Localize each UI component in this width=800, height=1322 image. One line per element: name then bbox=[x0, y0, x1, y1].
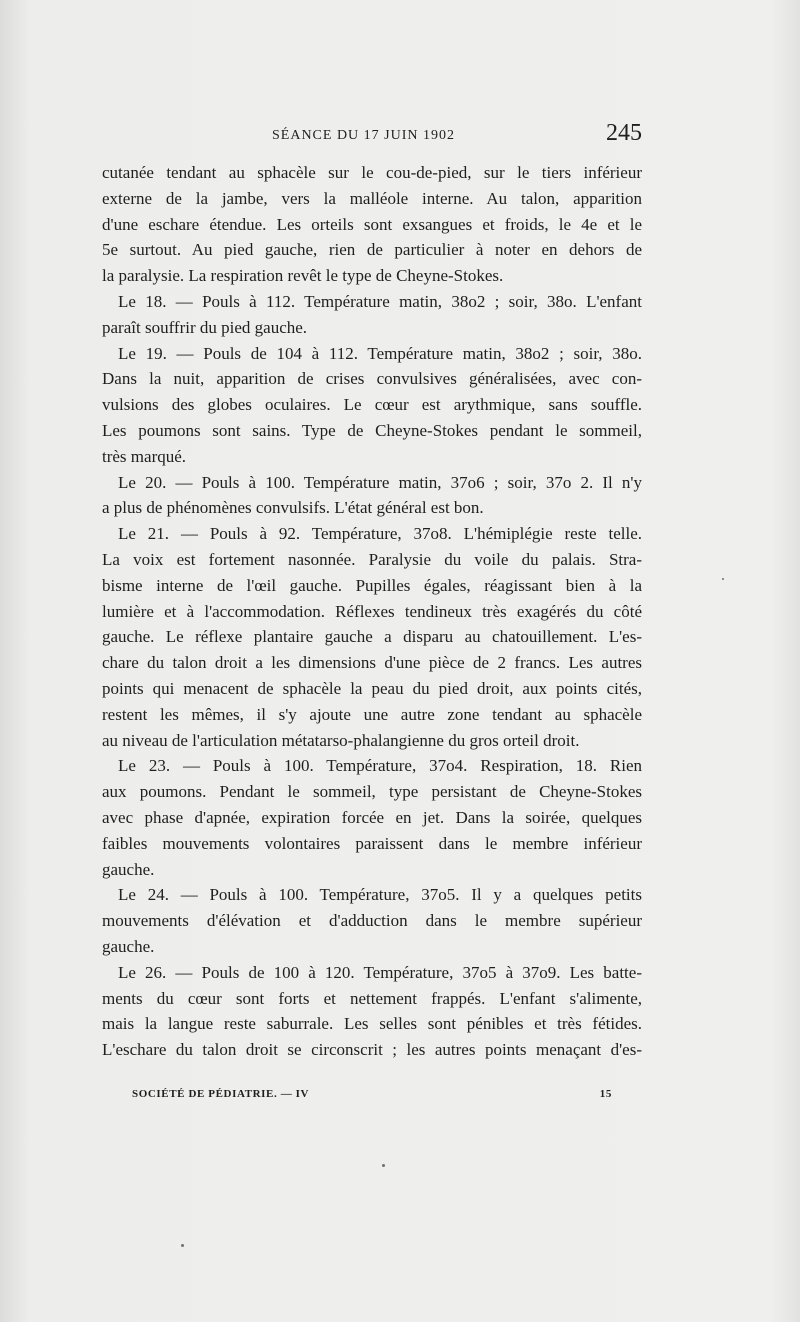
text-line: restent les mêmes, il s'y ajoute une autre zone tendant au sphacèle bbox=[102, 704, 642, 724]
text-line: d'une eschare étendue. Les orteils sont exsangues et froids, le 4e et le bbox=[102, 214, 642, 234]
body-text bbox=[102, 160, 642, 1063]
text-line: Le 20. — Pouls à 100. Température matin, 37o6 ; soir, 37o 2. Il n'y bbox=[118, 472, 642, 492]
running-title: SÉANCE DU 17 JUIN 1902 bbox=[272, 128, 455, 143]
page-number: 245 bbox=[606, 120, 642, 146]
text-line: lumière et à l'accommodation. Réflexes tendineux très exagérés du côté bbox=[102, 601, 642, 621]
text-line: avec phase d'apnée, expiration forcée en jet. Dans la soirée, quelques bbox=[102, 807, 642, 827]
text-line: gauche. bbox=[102, 859, 155, 879]
text-line: L'eschare du talon droit se circonscrit ; les autres points menaçant d'es- bbox=[102, 1040, 642, 1060]
text-line: a plus de phénomènes convulsifs. L'état général est bon. bbox=[102, 498, 484, 518]
text-line: vulsions des globes oculaires. Le cœur est arythmique, sans souffle. bbox=[102, 395, 642, 415]
text-line: gauche. bbox=[102, 936, 155, 956]
paper-speck bbox=[181, 1244, 184, 1247]
text-line: cutanée tendant au sphacèle sur le cou-de-pied, sur le tiers inférieur bbox=[102, 163, 642, 182]
page-footer bbox=[132, 1088, 612, 1108]
text-line: paraît souffrir du pied gauche. bbox=[102, 317, 308, 337]
text-line: points qui menacent de sphacèle la peau du pied droit, aux points cités, bbox=[102, 678, 642, 698]
text-line: Le 23. — Pouls à 100. Température, 37o4. Respiration, 18. Rien bbox=[118, 756, 642, 776]
text-line: Les poumons sont sains. Type de Cheyne-Stokes pendant le sommeil, bbox=[102, 420, 642, 440]
text-line: Le 24. — Pouls à 100. Température, 37o5. Il y a quelques petits bbox=[118, 885, 642, 905]
page-header bbox=[102, 120, 642, 154]
text-line: gauche. Le réflexe plantaire gauche a disparu au chatouillement. L'es- bbox=[102, 627, 642, 647]
text-line: mouvements d'élévation et d'adduction dans le membre supérieur bbox=[102, 911, 642, 931]
text-line: ments du cœur sont forts et nettement frappés. L'enfant s'alimente, bbox=[102, 988, 642, 1008]
text-line: La voix est fortement nasonnée. Paralysie du voile du palais. Stra- bbox=[102, 549, 642, 569]
text-line: Dans la nuit, apparition de crises convulsives généralisées, avec con- bbox=[102, 369, 642, 389]
footer-signature: SOCIÉTÉ DE PÉDIATRIE. — IV bbox=[132, 1088, 310, 1100]
text-line: bisme interne de l'œil gauche. Pupilles égales, réagissant bien à la bbox=[102, 575, 642, 595]
text-line: au niveau de l'articulation métatarso-phalangienne du gros orteil droit. bbox=[102, 730, 580, 750]
text-line: aux poumons. Pendant le sommeil, type persistant de Cheyne-Stokes bbox=[102, 782, 642, 802]
text-line: mais la langue reste saburrale. Les selles sont pénibles et très fétides. bbox=[102, 1014, 642, 1034]
text-line: faibles mouvements volontaires paraissent dans le membre inférieur bbox=[102, 833, 642, 853]
text-line: la paralysie. La respiration revêt le type de Cheyne-Stokes. bbox=[102, 266, 504, 286]
text-line: externe de la jambe, vers la malléole interne. Au talon, apparition bbox=[102, 188, 642, 208]
text-line: Le 21. — Pouls à 92. Température, 37o8. L'hémiplégie reste telle. bbox=[118, 524, 642, 544]
text-line: Le 19. — Pouls de 104 à 112. Température matin, 38o2 ; soir, 38o. bbox=[118, 343, 642, 363]
text-line: Le 18. — Pouls à 112. Température matin, 38o2 ; soir, 38o. L'enfant bbox=[118, 291, 642, 311]
paper-speck bbox=[722, 578, 724, 580]
text-line: chare du talon droit a les dimensions d'une pièce de 2 francs. Les autres bbox=[102, 653, 642, 673]
paper-speck bbox=[382, 1164, 385, 1167]
text-line: Le 26. — Pouls de 100 à 120. Température, 37o5 à 37o9. Les batte- bbox=[118, 962, 642, 982]
footer-sheet-number: 15 bbox=[599, 1088, 612, 1100]
text-line: 5e surtout. Au pied gauche, rien de particulier à noter en dehors de bbox=[102, 240, 642, 260]
text-line: très marqué. bbox=[102, 446, 187, 466]
